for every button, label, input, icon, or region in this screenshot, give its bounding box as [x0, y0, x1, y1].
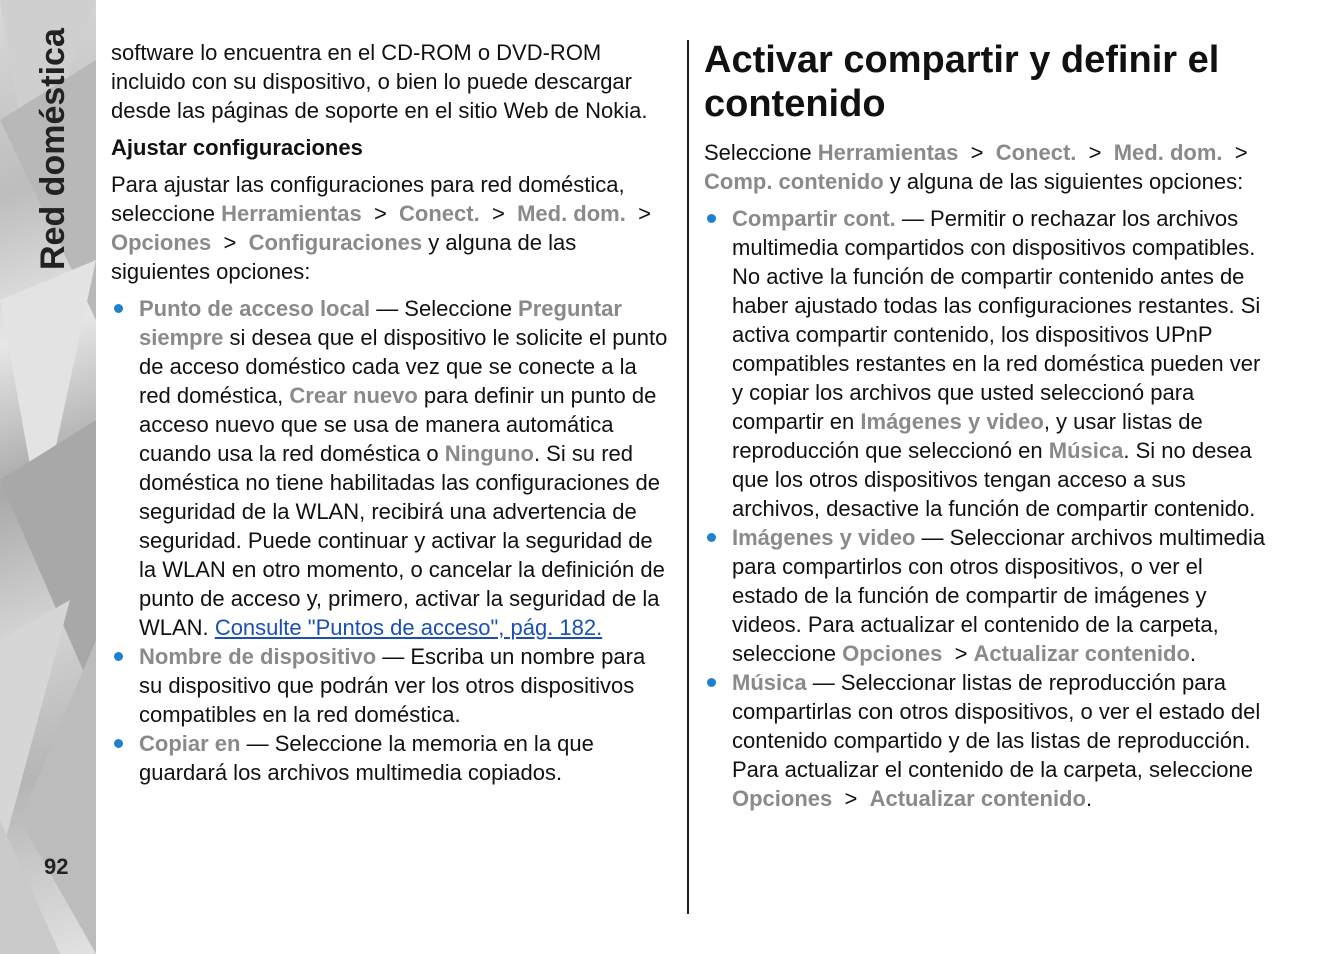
- chapter-sidebar: [0, 0, 96, 954]
- bullet-icon: [707, 678, 716, 687]
- left-column: [111, 38, 673, 787]
- settings-paragraph: Para ajustar las configuraciones para red doméstica, seleccione Herramientas > Conect. > Med. dom. > Opciones > Configuraciones y alguna de las siguientes opciones:: [111, 172, 651, 284]
- bullet-icon: [707, 533, 716, 542]
- intro-paragraph: software lo encuentra en el CD-ROM o DVD-ROM incluido con su dispositivo, o bien lo puede descargar desde las páginas de soporte en el sitio Web de Nokia.: [111, 40, 648, 123]
- page-title: Activar compartir y definir el contenido: [704, 39, 1220, 125]
- menu-path-item: Conect.: [399, 201, 480, 226]
- column-divider: [687, 40, 689, 914]
- menu-path-item: Med. dom.: [517, 201, 626, 226]
- bullet-icon: [114, 652, 123, 661]
- list-item: Punto de acceso local — Seleccione Preguntar siempre si desea que el dispositivo le solicite el punto de acceso doméstico cada vez que se conecte a la red doméstica, Crear nuevo para definir un punto de acceso nuevo que se usa de manera automática cuando usa la red doméstica o Ninguno. Si su red doméstica no tiene habilitadas las configuraciones de seguridad de la WLAN, recibirá una advertencia de seguridad. Puede continuar y activar la seguridad de la WLAN en otro momento, o cancelar la definición de punto de acceso y, primero, activar la seguridad de la WLAN. Consulte "Puntos de acceso", pág. 182.: [111, 294, 673, 642]
- select-paragraph: Seleccione Herramientas > Conect. > Med. dom. > Comp. contenido y alguna de las siguientes opciones:: [704, 140, 1248, 194]
- list-item: Música — Seleccionar listas de reproducción para compartirlas con otros dispositivos, o ver el estado del contenido compartido y de las listas de reproducción. Para actualizar el contenido de la carpeta, seleccione Opciones > Actualizar contenido.: [704, 668, 1270, 813]
- menu-path-item: Opciones: [111, 230, 212, 255]
- right-column: [704, 38, 1270, 813]
- settings-list: [111, 294, 673, 787]
- chapter-title: Red doméstica: [34, 28, 72, 270]
- menu-path-item: Med. dom.: [1113, 140, 1223, 165]
- list-item: Copiar en — Seleccione la memoria en la que guardará los archivos multimedia copiados.: [111, 729, 673, 787]
- list-item: Imágenes y video — Seleccionar archivos multimedia para compartirlos con otros dispositivos, o ver el estado de la función de compartir de imágenes y videos. Para actualizar el contenido de la carpeta, seleccione Opciones > Actualizar contenido.: [704, 523, 1270, 668]
- list-item: Compartir cont. — Permitir o rechazar los archivos multimedia compartidos con dispositivos compatibles. No active la función de compartir contenido antes de haber ajustado todas las configuraciones restantes. Si activa compartir contenido, los dispositivos UPnP compatibles restantes en la red doméstica pueden ver y copiar los archivos que usted seleccionó para compartir en Imágenes y video, y usar listas de reproducción que seleccionó en Música. Si no desea que los otros dispositivos tengan acceso a sus archivos, desactive la función de compartir contenido.: [704, 204, 1270, 523]
- menu-path-item: Configuraciones: [248, 230, 423, 255]
- menu-path-item: Comp. contenido: [704, 169, 884, 194]
- bullet-icon: [114, 304, 123, 313]
- menu-path-item: Herramientas: [817, 140, 959, 165]
- bullet-icon: [114, 739, 123, 748]
- section-heading: Ajustar configuraciones: [111, 135, 363, 160]
- bullet-icon: [707, 214, 716, 223]
- sharing-list: [704, 204, 1270, 813]
- menu-path-item: Conect.: [995, 140, 1077, 165]
- menu-path-item: Herramientas: [221, 201, 362, 226]
- cross-reference-link[interactable]: Consulte "Puntos de acceso", pág. 182.: [214, 615, 603, 640]
- page-number: 92: [44, 854, 69, 879]
- list-item: Nombre de dispositivo — Escriba un nombre para su dispositivo que podrán ver los otros dispositivos compatibles en la red doméstica.: [111, 642, 673, 729]
